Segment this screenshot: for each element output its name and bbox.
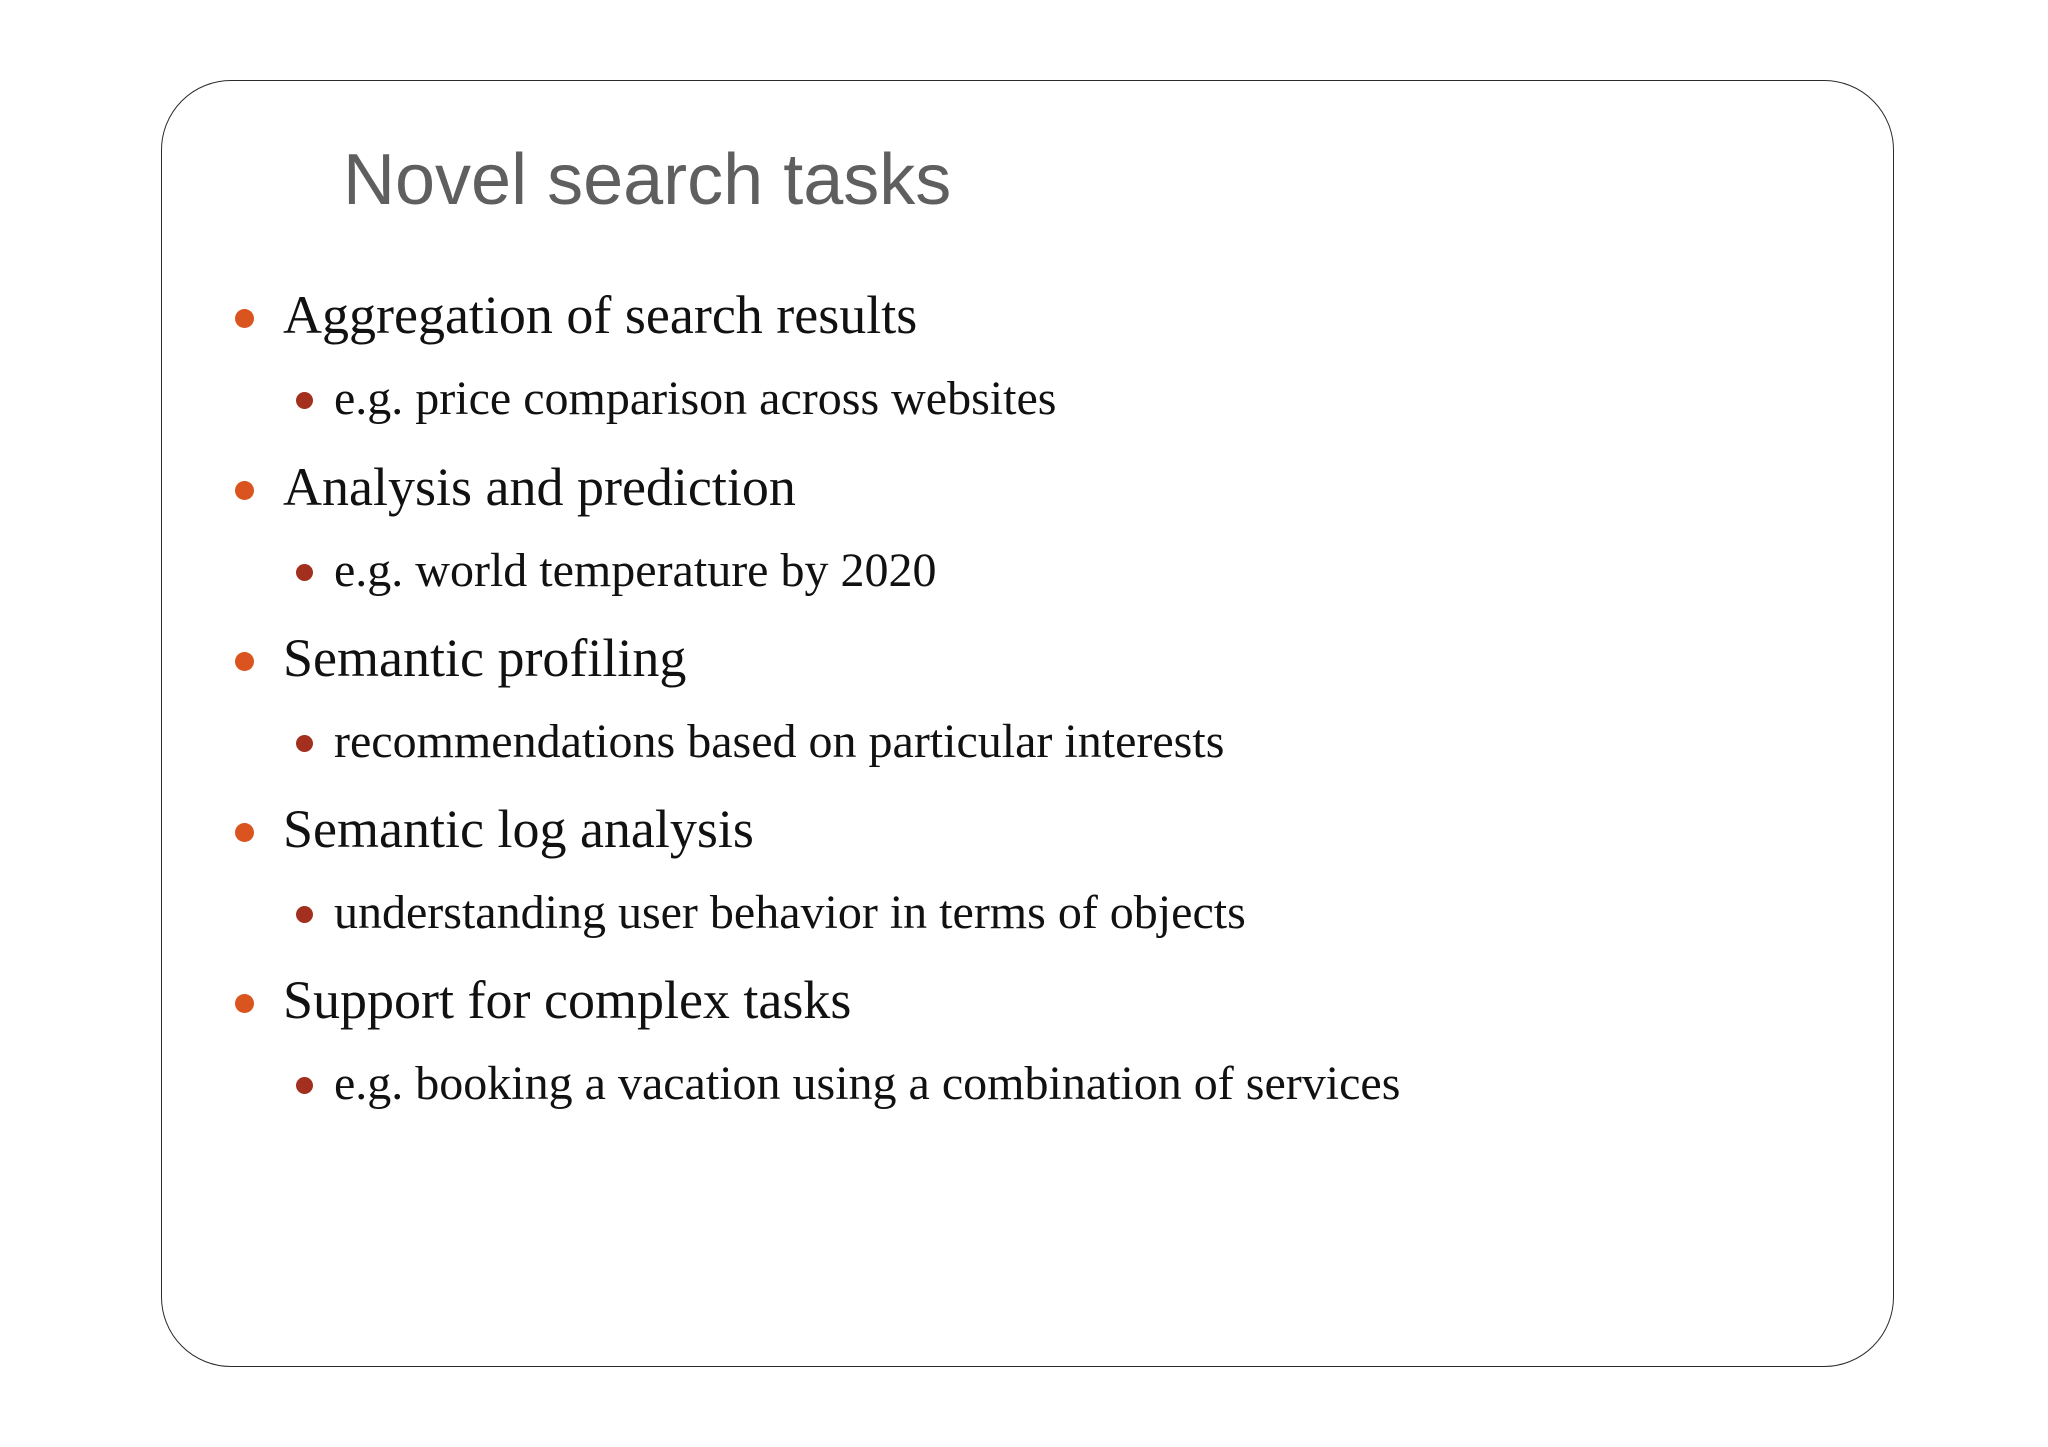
bullet-text: Support for complex tasks [283, 970, 852, 1030]
bullet-item [283, 626, 686, 690]
sub-bullet-text: e.g. world temperature by 2020 [334, 544, 937, 597]
sub-bullet-text: understanding user behavior in terms of objects [334, 886, 1246, 939]
sub-bullet-dot-icon [296, 906, 313, 923]
sub-bullet-item [334, 713, 1224, 771]
sub-bullet-item [334, 1055, 1400, 1113]
sub-bullet-item [334, 884, 1246, 942]
sub-bullet-text: e.g. price comparison across websites [334, 372, 1057, 425]
bullet-text: Semantic log analysis [283, 799, 754, 859]
bullet-dot-icon [235, 994, 254, 1013]
sub-bullet-dot-icon [296, 392, 313, 409]
bullet-item [283, 455, 796, 519]
sub-bullet-dot-icon [296, 735, 313, 752]
bullet-dot-icon [235, 823, 254, 842]
sub-bullet-text: recommendations based on particular interests [334, 715, 1225, 768]
bullet-dot-icon [235, 309, 254, 328]
bullet-text: Aggregation of search results [283, 285, 918, 345]
bullet-item [283, 283, 917, 347]
sub-bullet-item [334, 542, 936, 600]
sub-bullet-dot-icon [296, 564, 313, 581]
sub-bullet-dot-icon [296, 1077, 313, 1094]
bullet-dot-icon [235, 481, 254, 500]
bullet-text: Analysis and prediction [283, 457, 796, 517]
slide-title: Novel search tasks [343, 140, 952, 220]
bullet-item [283, 797, 754, 861]
bullet-item [283, 968, 851, 1032]
bullet-text: Semantic profiling [283, 628, 687, 688]
sub-bullet-item [334, 370, 1056, 428]
sub-bullet-text: e.g. booking a vacation using a combination of services [334, 1057, 1401, 1110]
bullet-dot-icon [235, 652, 254, 671]
